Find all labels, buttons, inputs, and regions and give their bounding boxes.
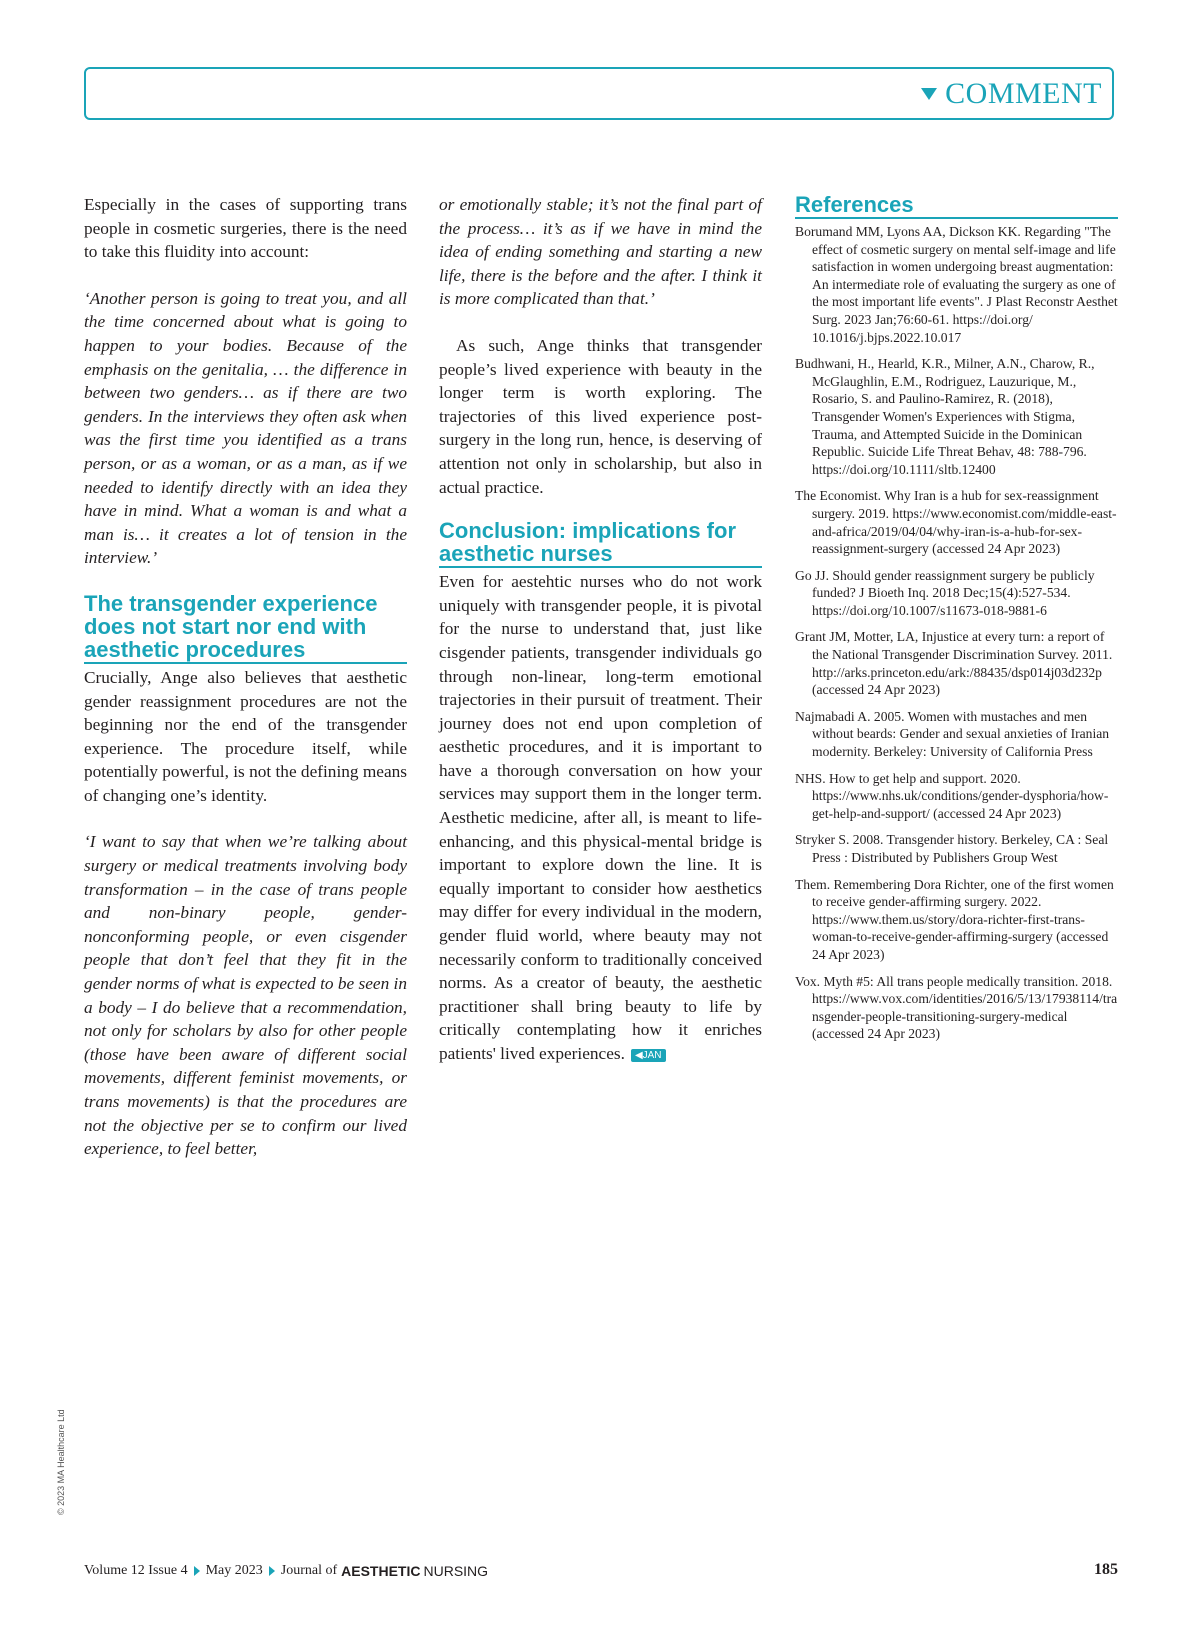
footer-journal-suffix: NURSING (423, 1563, 489, 1579)
end-of-article-icon: ◀JAN (631, 1049, 666, 1062)
copyright-notice: © 2023 MA Healthcare Ltd (56, 1409, 66, 1515)
reference-item: Budhwani, H., Hearld, K.R., Milner, A.N., Charow, R., McGlaughlin, E.M., Rodriguez, Lauzurique, M., Rosario, S. and Paulino-Ramirez, R. (2018), Transgender Women's Experiences with Stigma, Trauma, and Attempted Suicide in the Dominican Republic. Suicide Life Threat Behav, 48: 788-796. https://doi.org/10.1111/sltb.12400 (795, 356, 1095, 477)
paragraph-text: Even for aestehtic nurses who do not work uniquely with transgender people, it is pivotal for the nurse to understand that, just like cisgender patients, transgender individuals go through non-linear, long-term emotional trajectories in their pursuit of treatment. Their journey does not end upon completion of aesthetic procedures, and it is important to have a thorough conversation on how your services may support them in the longer term. Aesthetic medicine, after all, is meant to life-enhancing, and this physical-mental bridge is important to explore down the line. It is equally important to consider how aesthetics may differ for every individual in the modern, gender fluid world, where beauty may not necessarily conform to traditionally conceived norms. As a creator of beauty, the aesthetic practitioner shall bring beauty to life by critically contemplating how it enriches patients' lived experiences. (439, 572, 762, 1063)
triangle-down-icon (921, 88, 937, 100)
reference-item: Vox. Myth #5: All trans people medically transition. 2018. https://www.vox.com/identities/2016/5/13/17938114/transgender-people-transitioning-surgery-medical (accessed 24 Apr 2023) (795, 973, 1118, 1042)
reference-item: Grant JM, Motter, LA, Injustice at every turn: a report of the National Transgender Discrimination Survey. 2011. http://arks.princeton.edu/ark:/88435/dsp014j03d232p (accessed 24 Apr 2023) (795, 629, 1113, 698)
section-title: COMMENT (945, 77, 1102, 110)
column-1 (84, 193, 407, 1161)
quote: ‘Another person is going to treat you, and all the time concerned about what is going to happen to your bodies. Because of the emphasis on the genitalia, … the difference in between two genders… as if there are two genders. In the interviews they often ask when was the first time you identified as a trans person, or as a woman, or as a man, as if we needed to identify directly with an idea they have in mind. What a woman is and what a man is… it creates a lot of tension in the interview.’ (84, 288, 407, 568)
reference-item: Borumand MM, Lyons AA, Dickson KK. Regarding "The effect of cosmetic surgery on mental self-image and life satisfaction in women undergoing breast augmentation: An intermediate role of evaluating the surgery as one of the most important life events". J Plast Reconstr Aesthet Surg. 2023 Jan;76:60-61. https://doi.org/ 10.1016/j.bjps.2022.10.017 (795, 224, 1118, 345)
paragraph: Crucially, Ange also believes that aesthetic gender reassignment procedures are not the beginning nor the end of the transgender experience. The procedure itself, while potentially powerful, is not the defining means of changing one’s identity. (84, 667, 407, 805)
reference-item: Stryker S. 2008. Transgender history. Berkeley, CA : Seal Press : Distributed by Publishers Group West (795, 832, 1109, 865)
section-header-box (84, 67, 1114, 120)
references-heading: References (795, 193, 1118, 219)
reference-item: NHS. How to get help and support. 2020. https://www.nhs.uk/conditions/gender-dysphoria/how-get-help-and-support/ (accessed 24 Apr 2023) (795, 770, 1109, 821)
footer-volume: Volume 12 Issue 4 (84, 1563, 188, 1578)
references-column (795, 193, 1118, 1052)
reference-item: Go JJ. Should gender reassignment surgery be publicly funded? J Bioeth Inq. 2018 Dec;15(4):527-534. https://doi.org/10.1007/s11673-018-9881-6 (795, 567, 1095, 618)
paragraph: As such, Ange thinks that transgender people’s lived experience with beauty in the longer term is worth exploring. The trajectories of this lived experience post-surgery in the long run, hence, is deserving of attention not only in scholarship, but also in actual practice. (439, 335, 762, 497)
subheading: The transgender experience does not start nor end with aesthetic procedures (84, 592, 407, 664)
reference-item: Najmabadi A. 2005. Women with mustaches and men without beards: Gender and sexual anxieties of Iranian modernity. Berkeley: University of California Press (795, 708, 1110, 760)
paragraph: Especially in the cases of supporting trans people in cosmetic surgeries, there is the need to take this fluidity into account: (84, 195, 407, 262)
paragraph (439, 570, 762, 1065)
triangle-right-icon (269, 1566, 275, 1576)
reference-item: Them. Remembering Dora Richter, one of the first women to receive gender-affirming surgery. 2022. https://www.them.us/story/dora-richter-first-trans-woman-to-receive-gender-affirming-surgery (accessed 24 Apr 2023) (795, 876, 1114, 962)
section-label (921, 77, 1102, 111)
footer-date: May 2023 (205, 1563, 263, 1578)
page-number: 185 (1094, 1561, 1118, 1578)
subheading: Conclusion: implications for aesthetic nurses (439, 519, 762, 568)
page-footer (84, 1563, 488, 1579)
reference-item: The Economist. Why Iran is a hub for sex-reassignment surgery. 2019. https://www.economist.com/middle-east-and-africa/2019/04/04/why-iran-is-a-hub-for-sex-reassignment-surgery (accessed 24 Apr 2023) (795, 488, 1117, 557)
quote: or emotionally stable; it’s not the final part of the process… it’s as if we have in mind the idea of ending something and starting a new life, there is the before and the after. I think it is more complicated than that.’ (439, 195, 762, 309)
quote: ‘I want to say that when we’re talking about surgery or medical treatments involving body transformation – in the case of trans people and non-binary people, gender-nonconforming people, or even cisgender people that don’t feel that they fit in the gender norms of what is expected to be seen in a body – I do believe that a recommendation, not only for scholars by also for other people (those have been aware of different social movements, different feminist movements, or trans movements) is that the procedures are not the objective per se to confirm our lived experience, to feel better, (84, 832, 407, 1159)
footer-journal-brand: AESTHETIC (341, 1563, 421, 1579)
triangle-right-icon (194, 1566, 200, 1576)
column-2 (439, 193, 762, 1066)
footer-journal-prefix: Journal of (280, 1563, 338, 1578)
